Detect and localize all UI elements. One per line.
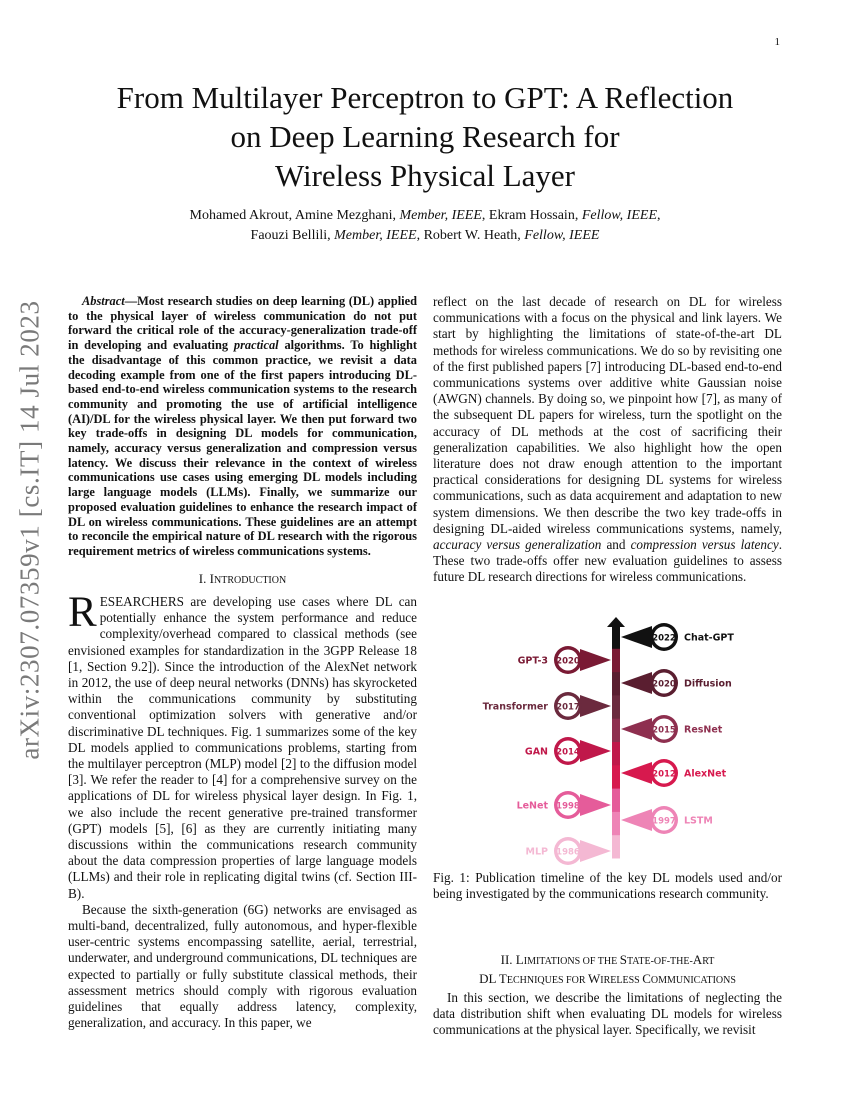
figure-1-timeline: [433, 615, 782, 865]
abstract-text: —Most research studies on deep learning (DL) applied to the physical layer of wireless communication do not put forward the critical role of the accuracy-generalization trade-off in developing and evaluating: [68, 294, 417, 353]
title-line-1: From Multilayer Perceptron to GPT: A Reflection: [116, 80, 734, 115]
heading-cap: DL T: [479, 971, 507, 986]
abstract-emphasis: practical: [233, 338, 279, 353]
model-label: ResNet: [684, 724, 723, 736]
model-label: GPT-3: [517, 655, 548, 667]
drop-cap: R: [68, 589, 97, 636]
heading-sc: RT: [702, 956, 715, 967]
model-label: Diffusion: [684, 678, 732, 690]
model-label: MLP: [525, 846, 548, 858]
section-2-line-2: [433, 970, 782, 989]
figure-caption: Fig. 1: Publication timeline of the key DL models used and/or being investigated by the communications research community.: [433, 870, 782, 902]
arxiv-sidebar: [4, 290, 56, 770]
author-title: Member, IEEE: [334, 228, 417, 243]
section-heading-limitations: [433, 951, 782, 989]
marker-pointer: [580, 695, 611, 717]
year-label: 2017: [556, 702, 580, 713]
model-label: LSTM: [684, 815, 713, 827]
section-2-paragraph: In this section, we describe the limitations of neglecting the data distribution shift when evaluating DL models for wireless communications at the physical layer. Specifically, we revisit: [433, 990, 782, 1038]
model-label: AlexNet: [684, 768, 727, 780]
body-text: . These two trade-offs offer new evaluation guidelines to assess future DL research directions for wireless communications.: [433, 537, 782, 585]
emphasis: accuracy versus generalization: [433, 537, 602, 553]
marker-pointer: [621, 762, 652, 784]
heading-sc: OMMUNICATIONS: [650, 975, 736, 986]
marker-pointer: [580, 740, 611, 762]
heading-sc: ECHNIQUES FOR: [506, 975, 588, 986]
model-label: Transformer: [482, 701, 548, 713]
body-text: and: [601, 537, 631, 553]
year-label: 1998: [556, 801, 580, 812]
author-names: , Ekram Hossain,: [481, 208, 582, 223]
timeline-arrow-head: [607, 617, 625, 627]
paper-title: [60, 78, 790, 195]
intro-paragraph-2: Because the sixth-generation (6G) networks are envisaged as multi-band, decentralized, fully autonomous, and hyper-flexible user-centric systems encompassing satellite, aerial, terrestrial, underwater, and underground communications, DL techniques are expected to partially or fully substitute classical methods, their assessment metrics should comply with rigorous evaluation guidelines that equally address latency, complexity, generalization, and accuracy. In this paper, we: [68, 901, 417, 1031]
abstract-text-2: algorithms. To highlight the disadvantage of this common practice, we revisit a data decoding example from one of the first papers introducing DL-based end-to-end wireless communication systems to the research community and promoting the use of artificial intelligence (AI)/DL for the wireless physical layer. We then put forward two key trade-offs in designing DL models for communication, namely, accuracy versus generalization and compression versus latency. We discuss their relevance in the context of wireless communications use cases using emerging DL models including large language models (LLMs). Finally, we summarize our proposed evaluation guidelines to enhance the research impact of DL on wireless communications. These guidelines are an attempt to reconcile the empirical nature of DL research with the rigorous requirement metrics of wireless communications systems.: [68, 338, 418, 558]
year-label: 2015: [652, 725, 676, 736]
year-label: 1986: [556, 847, 580, 858]
timeline-axis-segment: [612, 788, 620, 812]
timeline-axis-segment: [612, 625, 620, 649]
timeline-axis-segment: [612, 695, 620, 719]
year-label: 2020: [652, 679, 676, 690]
section-2-line-1: [433, 951, 782, 970]
authors-line-1: [60, 206, 790, 226]
timeline-axis-segment: [612, 811, 620, 835]
author-names: , Robert W. Heath,: [416, 228, 525, 243]
model-label: GAN: [524, 746, 548, 758]
timeline-axis-segment: [612, 648, 620, 672]
abstract-label: Abstract: [82, 294, 125, 308]
year-label: 2014: [556, 747, 580, 758]
heading-sc: IMITATIONS OF THE: [523, 956, 620, 967]
heading-cap: W: [588, 971, 601, 986]
abstract: [68, 294, 417, 559]
author-names: Faouzi Bellili,: [250, 228, 335, 243]
marker-pointer: [621, 718, 652, 740]
year-label: 1997: [652, 816, 676, 827]
marker-pointer: [580, 794, 611, 816]
marker-pointer: [621, 672, 652, 694]
marker-pointer: [580, 840, 611, 862]
section-number: II.: [500, 952, 516, 967]
timeline-axis-segment: [612, 835, 620, 859]
intro-paragraph-1: ESEARCHERS are developing use cases where DL can potentially enhance the system performance and reduce complexity/overhead compared to classical methods (see envisioned examples for standardization in the 3GPP Release 18 [1, Section 9.2]). Since the introduction of the AlexNet network in 2012, the use of deep neural networks (DNNs) has skyrocketed within the communications community by substituting conventional optimization solvers with generative and/or discriminative DL techniques. Fig. 1 summarizes some of the key DL models applied to communications problems, starting from the multilayer perceptron (MLP) model [2] to the diffusion model [3]. We refer the reader to [4] for a comprehensive survey on the applications of DL for wireless physical layer design. In Fig. 1, we also include the recent generative pre-trained transformer (GPT) models [5], [6] as they are currently initiating many discussions within the communications research community about the data compression properties of large language models (LLMs) and their role in replicating digital twins (cf. Section III-B).: [68, 594, 417, 901]
section-2-body: [433, 990, 782, 1039]
title-line-3: Wireless Physical Layer: [274, 158, 576, 193]
marker-pointer: [621, 626, 652, 648]
author-title: Fellow, IEEE: [581, 208, 657, 223]
model-label: Chat-GPT: [684, 632, 734, 644]
heading-sc: TATE-OF-THE-: [626, 956, 693, 967]
author-title: Member, IEEE: [399, 208, 482, 223]
timeline-axis-segment: [612, 718, 620, 742]
heading-cap: S: [619, 952, 627, 967]
section-heading-introduction: [68, 571, 417, 587]
year-label: 2022: [652, 633, 676, 644]
year-label: 2020: [556, 656, 580, 667]
author-title: Fellow, IEEE: [524, 228, 600, 243]
section-title-rest: NTRODUCTION: [213, 575, 287, 586]
heading-cap: A: [692, 952, 703, 967]
introduction-body: [68, 589, 417, 1031]
timeline-svg: [433, 615, 782, 865]
heading-sc: IRELESS: [600, 975, 643, 986]
author-list: [60, 206, 790, 246]
model-label: LeNet: [516, 800, 548, 812]
author-sep: ,: [657, 208, 661, 223]
emphasis: compression versus latency: [630, 537, 779, 553]
marker-pointer: [580, 649, 611, 671]
authors-line-2: [60, 226, 790, 246]
title-line-2: on Deep Learning Research for: [230, 119, 620, 154]
year-label: 2012: [652, 769, 676, 780]
timeline-axis-segment: [612, 672, 620, 696]
right-column-text: [433, 294, 782, 586]
heading-cap: C: [642, 971, 651, 986]
marker-pointer: [621, 809, 652, 831]
arxiv-id: arXiv:2307.07359v1 [cs.IT] 14 Jul 2023: [14, 300, 45, 760]
timeline-axis-segment: [612, 765, 620, 789]
timeline-axis-segment: [612, 742, 620, 766]
section-number: I.: [198, 571, 210, 586]
page-number: 1: [774, 36, 780, 48]
body-text: reflect on the last decade of research on DL for wireless communications with a focus on the physical and link layers. We start by highlighting the limitations of state-of-the-art DL methods for wireless communications. We do so by revisiting one of the first published papers [7] introducing DL-based end-to-end communications systems over additive white Gaussian noise (AWGN) channels. By doing so, we pinpoint how [7], as many of the subsequent DL papers for wireless, turn the spotlight on the accuracy of DL methods at the cost of sacrificing their generalization capabilities. We also highlight how the open literature does not draw enough attention to the important practical considerations for designing DL systems for wireless communications, such as data acquirement and adaptation to new system dimensions. We then describe the two key trade-offs in designing DL-aided wireless communications systems, namely,: [433, 294, 782, 536]
heading-cap: L: [515, 952, 524, 967]
section-initial: I: [209, 571, 214, 586]
author-names: Mohamed Akrout, Amine Mezghani,: [189, 208, 400, 223]
